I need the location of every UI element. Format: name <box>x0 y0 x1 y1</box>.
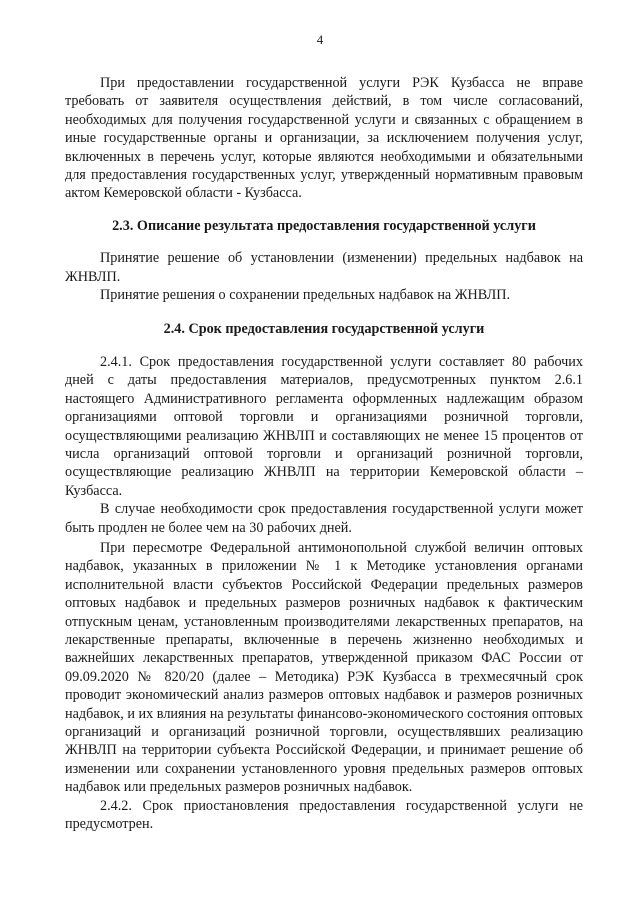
paragraph-2-4-fas-review: При пересмотре Федеральной антимонопольной службой величин оптовых надбавок, указанных в приложении № 1 к Методике установления органами исполнительной власти субъектов Российской Федерации предельных размеров оптовых надбавок и предельных размеров розничных надбавок к фактическим отпускным ценам, установленным производителями лекарственных препаратов, на лекарственные препараты, включенные в перечень жизненно необходимых и важнейших лекарственных препаратов, утвержденной приказом ФАС России от 09.09.2020 № 820/20 (далее – Методика) РЭК Кузбасса в трехмесячный срок проводит экономический анализ размеров оптовых надбавок и размеров розничных надбавок, и их влияния на результаты финансово-экономического состояния оптовых организаций и организаций розничной торговли, осуществлявших реализацию ЖНВЛП на территории субъекта Российской Федерации, и принимает решение об изменении или сохранении установленного уровня предельных размеров оптовых надбавок или предельных размеров розничных надбавок. <box>65 539 583 796</box>
paragraph-2-4-extension: В случае необходимости срок предоставления государственной услуги может быть продлен не более чем на 30 рабочих дней. <box>65 501 583 536</box>
paragraph-2-3-result-2: Принятие решения о сохранении предельных надбавок на ЖНВЛП. <box>100 287 511 304</box>
section-heading-2-3: 2.3. Описание результата предоставления государственной услуги <box>112 217 536 234</box>
page-number: 4 <box>316 32 324 47</box>
section-heading-2-4: 2.4. Срок предоставления государственной услуги <box>163 321 485 338</box>
paragraph-2-3-result-1: Принятие решение об установлении (изменении) предельных надбавок на ЖНВЛП. <box>65 250 583 285</box>
paragraph-2-4-1: 2.4.1. Срок предоставления государственной услуги составляет 80 рабочих дней с даты предоставления материалов, предусмотренных пунктом 2.6.1 настоящего Административного регламента оформленных надлежащим образом организациями оптовой торговли и организациями розничной торговли, осуществляющими реализацию ЖНВЛП и составляющих не менее 15 процентов от числа организаций оптовой торговли и организаций розничной торговли, осуществляющие реализацию ЖНВЛП на территории Кемеровской области – Кузбасса. <box>65 353 583 499</box>
paragraph-2-4-2: 2.4.2. Срок приостановления предоставления государственной услуги не предусмотрен. <box>65 797 583 833</box>
document-body <box>65 74 583 833</box>
paragraph-intro: При предоставлении государственной услуги РЭК Кузбасса не вправе требовать от заявителя осуществления действий, в том числе согласований, необходимых для получения государственной услуги и связанных с обращением в иные государственные органы и организации, за исключением получения услуг, включенных в перечень услуг, которые являются необходимыми и обязательными для предоставления государственных услуг, утвержденный нормативным правовым актом Кемеровской области - Кузбасса. <box>65 75 583 202</box>
